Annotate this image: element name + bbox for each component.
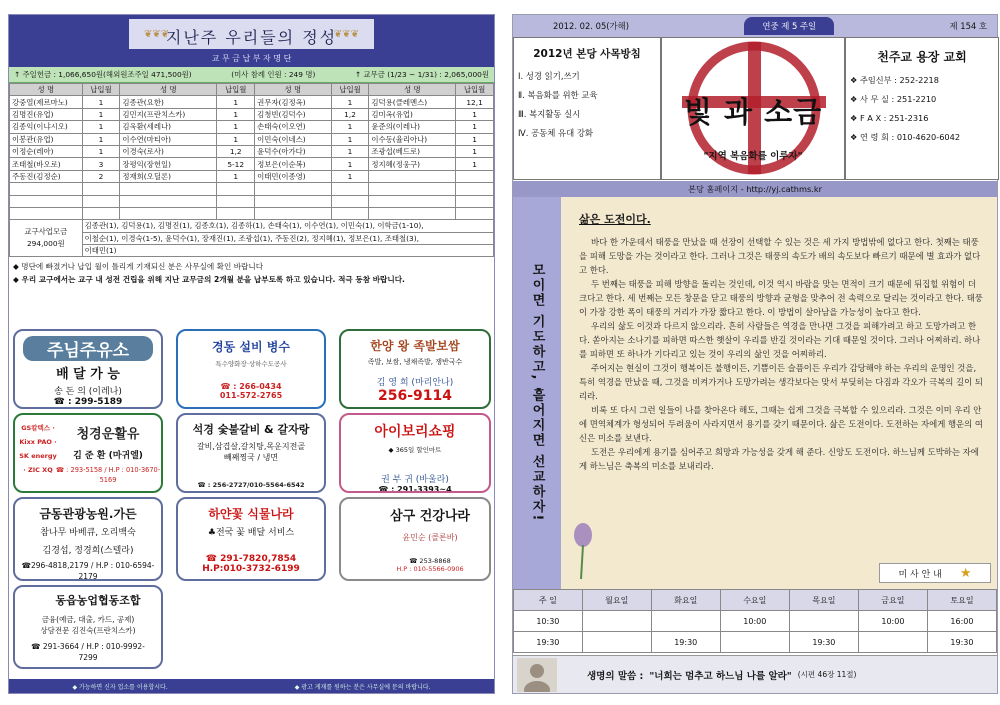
col-header: 성 명: [120, 84, 217, 96]
col-header: 납입월: [217, 84, 255, 96]
essay-paragraph: 바다 한 가운데서 태풍을 만났을 때 선장이 선택할 수 있는 것은 세 가지 방법밖에 없다고 한다. 첫째는 태풍을 피해 도망을 가는 것이라고 한다. 그러나 그것은 태풍의 속도가 배의 속도보다 빠르기 때문에 별 효과가 없다고 한다.: [579, 237, 981, 275]
paid-month: 1: [331, 158, 369, 170]
mass-guide-label: 미 사 안 내: [898, 569, 942, 580]
table-row: [10, 220, 494, 232]
paid-month: [456, 170, 494, 182]
policy-box: [513, 37, 661, 180]
ad-line: 빼째찡국 / 냉면: [223, 453, 279, 462]
donor-name: 윤덕수(아가다): [255, 145, 332, 157]
mass-time: [720, 632, 789, 653]
donor-name: 정재희(오딜론): [120, 170, 217, 182]
day-header: 금요일: [858, 590, 927, 611]
mass-time: 16:00: [927, 611, 996, 632]
policy-item: Ⅳ. 공동체 유대 강화: [518, 128, 594, 138]
contact-list: [850, 71, 998, 147]
ad-phone: ☎296-4818,2179 / H.P : 010-6594-2179: [21, 561, 155, 581]
blank-row: [10, 183, 494, 195]
table-row: [10, 170, 494, 182]
word-of-life: [513, 655, 997, 693]
ad-title: 아이보리쇼핑: [374, 424, 456, 440]
ad-plumbing: [176, 329, 326, 409]
homepage-link[interactable]: 본당 홈페이지 - http://yj.cathms.kr: [513, 181, 997, 197]
ad-line: 김 준 환 (마귀엘): [73, 451, 143, 461]
ad-ivory-shopping: [339, 413, 491, 493]
donor-name: [369, 170, 456, 182]
donor-name: 주동진(김정순): [10, 170, 83, 182]
paid-month: 1: [331, 133, 369, 145]
donor-name: 김미옥(유업): [369, 108, 456, 120]
footer-note: ◆ 가능하면 신자 업소를 이용합시다.: [72, 683, 168, 691]
star-icon: ★: [959, 565, 972, 581]
paid-month: 1: [217, 133, 255, 145]
policy-list: [518, 67, 660, 143]
page-title: 지난주 우리들의 정성: [165, 28, 338, 47]
mass-guide-tab: [879, 563, 991, 583]
paid-month: 1: [217, 170, 255, 182]
local-fund-cell: [10, 220, 83, 257]
left-footer: [9, 679, 494, 693]
paid-month: 1: [456, 145, 494, 157]
paid-month: 1: [82, 96, 120, 108]
right-page: [512, 14, 998, 694]
paid-month: 1: [331, 170, 369, 182]
local-names: 이태민(1): [82, 245, 493, 257]
day-header: 수요일: [720, 590, 789, 611]
donor-name: 김욱환(세레나): [120, 121, 217, 133]
brand-logos: GS칼텍스 · Kixx PAO · SK energy · ZIC XQ: [19, 424, 57, 474]
donor-name: 김명진(유업): [10, 108, 83, 120]
day-header: 목요일: [789, 590, 858, 611]
paid-month: 1,2: [217, 145, 255, 157]
mass-time: 19:30: [927, 632, 996, 653]
tithe-total: ↑ 교무금 (1/23 ~ 1/31) : 2,065,000원: [354, 70, 489, 79]
ad-phone: ☎ 253-8868: [409, 557, 451, 565]
contact-box: [845, 37, 999, 180]
table-row: [10, 232, 494, 244]
policy-title: 2012년 본당 사목방침: [533, 48, 641, 60]
ad-agri-coop: [13, 585, 163, 669]
flower-icon: [561, 521, 601, 581]
donor-name: 김덕용(클레멘스): [369, 96, 456, 108]
table-row: [10, 245, 494, 257]
paid-month: 1,2: [331, 108, 369, 120]
donor-name: 이봉관(유업): [10, 133, 83, 145]
paid-month: 1: [331, 96, 369, 108]
issue-bar: [513, 15, 997, 37]
ad-title: 청경운활유: [76, 427, 140, 442]
mass-schedule: [513, 589, 997, 653]
ad-phone: ☎ 291-7820,7854: [205, 554, 297, 564]
mass-time: 10:00: [720, 611, 789, 632]
issue-date: 2012. 02. 05(가해): [553, 21, 629, 31]
ad-line: 김 영 희 (마리안나): [376, 378, 454, 388]
essay-body: [579, 235, 983, 473]
ad-line: 윤민순 (콜론바): [402, 533, 458, 542]
col-header: 성 명: [255, 84, 332, 96]
side-banner: [513, 197, 561, 589]
blank-row: [10, 207, 494, 219]
mass-time: 19:30: [789, 632, 858, 653]
policy-item: Ⅰ. 성경 읽기,쓰기: [518, 71, 580, 81]
ad-flower: [176, 497, 326, 581]
ad-title: 삼구 건강나라: [390, 509, 470, 524]
notices: [9, 257, 494, 289]
col-header: 납입월: [82, 84, 120, 96]
paid-month: 3: [82, 158, 120, 170]
ad-line: ♣전국 꽃 배달 서비스: [207, 528, 295, 538]
essay-paragraph: 주어지는 현실이 그것이 행복이든 불행이든, 기쁨이든 슬픔이든 우리가 감당해야 하는 우리의 운명인 것을, 특히 역경을 만났을 때, 그것을 비켜가거나 도망가려는 생각보다는 맞서 부딪히는 다짐과 각오가 극복의 길이 되리라.: [579, 363, 983, 401]
word-quote: "너희는 멈추고 하느님 나를 알라": [649, 670, 792, 682]
ad-phone: 256-9114: [378, 388, 452, 404]
table-row: [10, 145, 494, 157]
donor-name: 정지혜(정웅구): [369, 158, 456, 170]
table-row: [10, 108, 494, 120]
newsletter-name: 빛 과 소금: [683, 95, 823, 129]
policy-item: Ⅱ. 복음화를 위한 교육: [518, 90, 598, 100]
day-header: 화요일: [651, 590, 720, 611]
mass-time: [858, 632, 927, 653]
ad-line: 특수양화장·상하수도공사: [215, 360, 287, 368]
offering-summary: [9, 67, 494, 83]
donor-name: 손태숙(이오연): [255, 121, 332, 133]
word-reference: (시편 46장 11절): [797, 670, 857, 679]
mass-time: 10:00: [858, 611, 927, 632]
left-header: [9, 15, 494, 67]
ad-title: 동읍농업협동조합: [55, 594, 141, 607]
donor-name: 조태철(바오로): [10, 158, 83, 170]
contact-item: ❖ F A X : 251-2316: [850, 113, 929, 123]
ad-line: ◆ 365일 할인마트: [388, 446, 442, 454]
ad-phone: H.P : 010-5566-0906: [396, 565, 464, 573]
col-header: 납입월: [331, 84, 369, 96]
table-row: [10, 121, 494, 133]
paid-month: 1: [82, 133, 120, 145]
mass-time: 19:30: [514, 632, 583, 653]
col-header: 납입월: [456, 84, 494, 96]
ad-title: 한양 왕 족발보쌈: [370, 339, 460, 353]
portrait-icon: [517, 658, 557, 692]
donor-name: 이민숙(이네스): [255, 133, 332, 145]
local-fund-amount: 294,000원: [26, 239, 65, 249]
side-slogan: 모이면 기도하고, 흩어지면 선교하자!: [529, 263, 545, 523]
ad-health-store: [339, 497, 491, 581]
paid-month: 1: [456, 108, 494, 120]
essay-paragraph: 두 번째는 태풍을 피해 방향을 돌리는 것인데, 이것 역시 바람을 맞는 면적이 크기 때문에 뒤집힐 위험이 더 크다고 한다. 세 번째는 모든 창문을 닫고 태풍의 방향과 균형을 맞추어 전 속력으로 달리는 것이라고 한다. 태풍이 가장 강한 폭이 태풍의 거리가 가장 짧다고 한다. 이 방법이 살아남을 가능성이 높다고 한다.: [579, 279, 983, 317]
ad-line: 김경섭, 정경희(스텔라): [42, 546, 134, 556]
donor-name: 조광섭(베드로): [369, 145, 456, 157]
col-header: 성 명: [369, 84, 456, 96]
word-label: 생명의 말씀 :: [587, 670, 644, 682]
ad-gas-station: [13, 329, 163, 409]
ad-tourist-farm: [13, 497, 163, 581]
paid-month: 1: [331, 145, 369, 157]
ad-line: 송 돈 의 (이레나): [54, 387, 122, 397]
mass-table: [513, 589, 997, 653]
mass-time: 10:30: [514, 611, 583, 632]
ad-line: 배 달 가 능: [56, 367, 120, 382]
local-names: 이철순(1), 이경숙(1-5), 윤덕수(1), 장재진(1), 조광섭(1), 주동진(2), 정지혜(1), 정보은(1), 조태철(3),: [82, 232, 493, 244]
table-row: [10, 96, 494, 108]
mass-time: [582, 632, 651, 653]
paid-month: 1: [456, 133, 494, 145]
ad-title: 하얀꽃 식물나라: [208, 507, 294, 521]
local-names: 김종관(1), 김덕용(1), 김명진(1), 김종호(1), 김종하(1), 손태숙(1), 이수연(1), 이민숙(1), 이학금(1-10),: [82, 220, 493, 232]
donor-name: 이경숙(로사): [120, 145, 217, 157]
ad-jokbal: [339, 329, 491, 409]
contact-item: ❖ 연 령 회 : 010-4620-6042: [850, 132, 961, 142]
paid-month: 1: [217, 96, 255, 108]
donor-name: 강중열(제르마노): [10, 96, 83, 108]
sunday-offering: ↑ 주일헌금 : 1,066,650원(해외원조주일 471,500원): [14, 70, 192, 79]
donor-name: 김종익(이냐시오): [10, 121, 83, 133]
paid-month: 1: [82, 121, 120, 133]
donor-name: 김종관(요한): [120, 96, 217, 108]
ad-title: 석경 숯불갈비 & 갈자랑: [192, 423, 310, 436]
paid-month: 1: [456, 121, 494, 133]
table-row: [10, 133, 494, 145]
paid-month: 5-12: [217, 158, 255, 170]
ad-phone: 011-572-2765: [219, 391, 283, 400]
paid-month: 1: [217, 108, 255, 120]
newsletter-slogan: "지역 복음화를 이루자": [703, 151, 803, 162]
contribution-table: [9, 83, 494, 257]
essay-paragraph: 비록 또 다시 그런 일들이 나를 찾아온다 해도, 그때는 쉽게 그것을 극복할 수 있으리라. 그것은 이미 우리 안에 면역체계가 형성되어 두려움이 사라지면서 용기를 갖기 때문이다. 삶은 도전이다. 도전하는 자에게 행운의 여신은 미소를 보낸다.: [579, 405, 983, 443]
mass-header-row: [514, 590, 997, 611]
table-row: [10, 158, 494, 170]
ornament-icon: ❦❦❦: [144, 29, 170, 40]
donor-name: 장평익(장헌일): [120, 158, 217, 170]
ad-line: 갈비,삼겹살,갈치탕,목운지전골: [196, 442, 306, 451]
ad-phone: ☎ : 293-5158 / H.P : 010-3670-5169: [55, 466, 161, 484]
paid-month: 1: [331, 121, 369, 133]
donor-name: 김민지(프란치스카): [120, 108, 217, 120]
ad-title: 금동관광농원.가든: [39, 507, 137, 521]
paid-month: 1: [456, 158, 494, 170]
ad-phone: ☎ : 291-3393~4: [378, 485, 452, 493]
ad-phone: ☎ : 266-0434: [220, 382, 282, 391]
ad-line: 금융(예금, 대출, 카드, 공제): [41, 615, 135, 624]
ad-line: 족발, 보쌈, 냉채족발, 쟁반국수: [367, 358, 463, 366]
ad-title: 주님주유소: [23, 336, 153, 361]
ad-line: 권 부 귀 (바울라): [381, 475, 449, 485]
paid-month: 12,1: [456, 96, 494, 108]
local-fund-label: 교구사업모금: [24, 227, 68, 237]
ad-phone: ☎ : 299-5189: [53, 397, 123, 407]
mass-time: [582, 611, 651, 632]
ad-title: 경동 설비 병수: [212, 340, 290, 354]
essay-panel: [561, 197, 997, 589]
table-header-row: [10, 84, 494, 96]
ad-phone: H.P:010-3732-6199: [202, 564, 300, 574]
notice-2: ◆ 우리 교구에서는 교구 내 성전 건립을 위해 지난 교무금의 2개월 분을 납부토록 하고 있습니다. 적극 동참 바랍니다.: [13, 275, 405, 285]
day-header: 주 일: [514, 590, 583, 611]
paid-month: 1: [82, 108, 120, 120]
day-header: 토요일: [927, 590, 996, 611]
page-subtitle: 교 무 금 납 부 자 명 단: [211, 54, 292, 63]
attendance: (미사 참례 인원 : 249 명): [231, 70, 316, 79]
day-header: 월요일: [582, 590, 651, 611]
contact-item: ❖ 사 무 실 : 251-2210: [850, 94, 937, 104]
essay-paragraph: 도전은 우리에게 용기를 심어주고 희망과 가능성을 갖게 해 준다. 신앙도 도전이다. 하느님께 도박하는 자에게 하느님은 축복의 미소를 보내리라.: [579, 447, 979, 471]
essay-paragraph: 우리의 삶도 이것과 다르지 않으리라. 흔히 사람들은 역경을 만나면 그것을 피해가려고 하고 도망가려고 한다. 쏟아지는 소나기를 피하면 따스한 햇살이 우리를 반길 것이라는 기대 때문일 것이다. 그러나 어찌하리. 하나를 피하면 또 하나가 기다리고 있는 것이 우리의 삶인 것을 어찌하리.: [579, 321, 981, 359]
mass-time: 19:30: [651, 632, 720, 653]
mass-time: [789, 611, 858, 632]
contact-item: ❖ 주임신부 : 252-2218: [850, 75, 939, 85]
donor-name: 권무자(김정옥): [255, 96, 332, 108]
blank-row: [10, 195, 494, 207]
donor-name: 이태민(이종영): [255, 170, 332, 182]
policy-item: Ⅲ. 복지활동 실시: [518, 109, 581, 119]
donor-name: 윤준의(이레나): [369, 121, 456, 133]
col-header: 성 명: [10, 84, 83, 96]
paid-month: 2: [82, 170, 120, 182]
church-name: 천주교 용장 교회: [877, 50, 967, 64]
essay-title: 삶은 도전이다.: [579, 213, 651, 226]
ad-lubricant: [13, 413, 163, 493]
footer-note: ◆ 광고 게재를 원하는 분은 사무실에 문의 바랍니다.: [294, 683, 431, 691]
mass-time: [651, 611, 720, 632]
left-page: [8, 14, 495, 694]
liturgical-sunday: 연중 제 5 주일: [744, 17, 834, 35]
ad-galbi: [176, 413, 326, 493]
ad-phone: ☎ 291-3664 / H.P : 010-9992-7299: [31, 642, 145, 662]
ornament-icon: ❦❦❦: [333, 29, 359, 40]
mass-row: [514, 611, 997, 632]
issue-number: 제 154 호: [949, 21, 987, 31]
donor-name: 정보은(이순복): [255, 158, 332, 170]
ad-line: 상담전문 김진숙(프란치스카): [40, 626, 136, 635]
paid-month: 1: [217, 121, 255, 133]
ad-line: 참나무 바베큐, 오리백숙: [40, 528, 136, 538]
mass-row: [514, 632, 997, 653]
ad-phone: ☎ : 256-2727/010-5564-6542: [197, 481, 305, 489]
donor-name: 이정순(레아): [10, 145, 83, 157]
donor-name: 김청빈(김덕수): [255, 108, 332, 120]
masthead: [661, 37, 845, 180]
donor-name: 이수동(율리아나): [369, 133, 456, 145]
paid-month: 1: [82, 145, 120, 157]
donor-name: 이수연(마티아): [120, 133, 217, 145]
notice-1: ◆ 명단에 빠졌거나 납입 월이 틀리게 기재되신 분은 사무실에 확인 바랍니다: [13, 262, 264, 272]
